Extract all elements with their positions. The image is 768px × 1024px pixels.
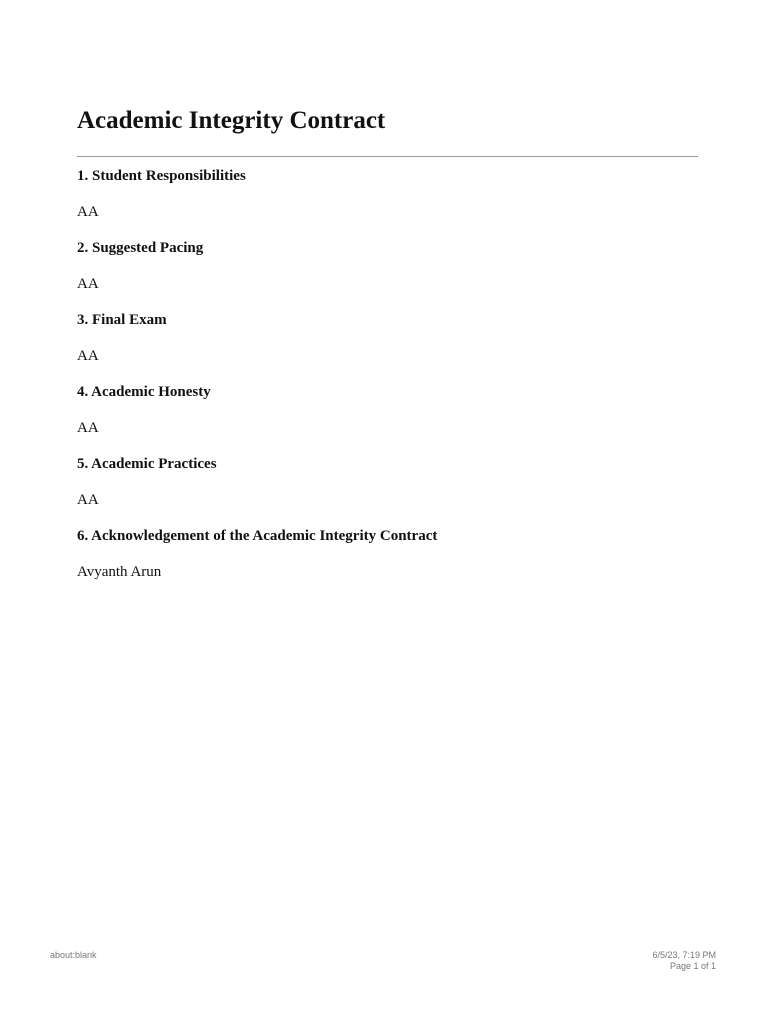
section-response: AA	[77, 492, 99, 508]
section-response: AA	[77, 204, 99, 220]
section-heading: 2. Suggested Pacing	[77, 240, 204, 256]
section-student-responsibilities	[77, 166, 698, 222]
section-heading: 6. Acknowledgement of the Academic Integrity Contract	[77, 528, 438, 544]
section-suggested-pacing	[77, 238, 698, 294]
page-title: Academic Integrity Contract	[77, 107, 386, 134]
section-response: AA	[77, 420, 99, 436]
footer-datetime: 6/5/23, 7:19 PM	[652, 950, 716, 960]
section-acknowledgement	[77, 526, 698, 582]
section-final-exam	[77, 310, 698, 366]
section-academic-honesty	[77, 382, 698, 438]
section-heading: 5. Academic Practices	[77, 456, 217, 472]
section-response: AA	[77, 276, 99, 292]
section-academic-practices	[77, 454, 698, 510]
section-heading: 4. Academic Honesty	[77, 384, 211, 400]
section-heading: 3. Final Exam	[77, 312, 167, 328]
footer-meta	[652, 950, 716, 972]
title-divider	[77, 156, 698, 157]
footer-url: about:blank	[50, 950, 97, 960]
section-heading: 1. Student Responsibilities	[77, 168, 246, 184]
sections-list	[77, 166, 698, 582]
document-page	[77, 104, 698, 582]
footer-page-indicator: Page 1 of 1	[669, 961, 716, 971]
section-response: AA	[77, 348, 99, 364]
signature-name: Avyanth Arun	[77, 564, 162, 580]
